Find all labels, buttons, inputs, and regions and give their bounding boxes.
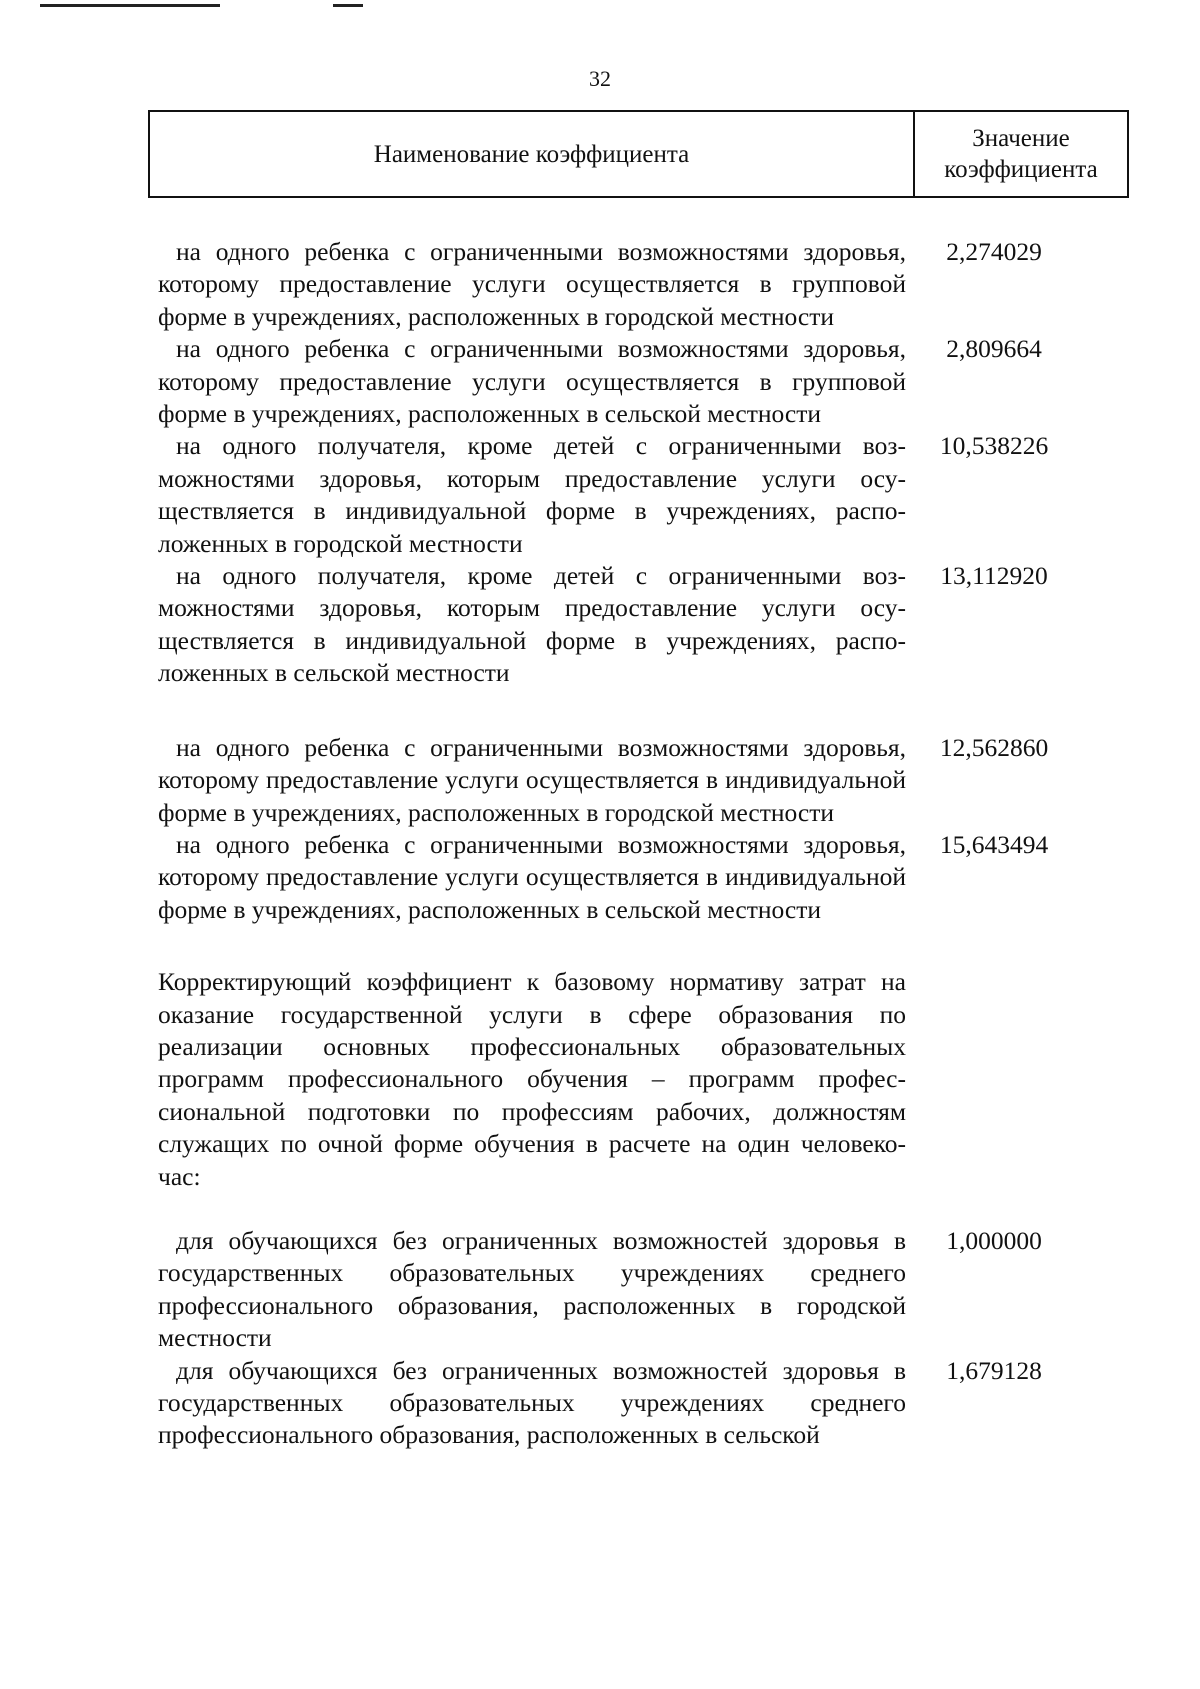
table-row xyxy=(158,1225,1064,1355)
coefficient-value: 2,274029 xyxy=(946,237,1042,266)
header-value-column xyxy=(915,112,1127,196)
coefficient-value: 12,562860 xyxy=(939,732,1049,762)
coefficient-value: 13,112920 xyxy=(940,561,1048,591)
table-row xyxy=(158,732,1064,829)
spacer xyxy=(158,690,1064,732)
coefficient-value: 15,643494 xyxy=(939,829,1049,859)
coefficient-value: 10,538226 xyxy=(939,431,1049,461)
coefficient-description: для обучающихся без ограниченных возможностей здоровья в государственных образовательных учреждениях среднего профессионального образования, расположенных в городской местности xyxy=(158,1225,906,1353)
coefficient-value: 1,679128 xyxy=(946,1355,1042,1385)
coefficient-description: на одного ребенка с ограниченными возможностями здоровья, которому предоставление услуги осуществляется в индивидуальной форме в учреждениях, расположенных в сельской местности xyxy=(158,829,906,924)
coefficient-description: на одного ребенка с ограниченными возможностями здоровья, которому предоставление услуги осуществляется в групповой форме в учреждениях, расположенных в городской местности xyxy=(158,237,906,331)
table-row xyxy=(158,333,1064,430)
coefficient-value: 2,809664 xyxy=(946,334,1042,364)
coefficient-description: на одного получателя, кроме детей с ограниченными возможностями здоровья, которым предоставление услуги осуществляется в индивидуальной форме в учреждениях, расположенных в сельской местности xyxy=(158,561,906,688)
table-row xyxy=(158,560,1064,690)
scan-artifact-line xyxy=(333,4,363,7)
table-row xyxy=(158,829,1064,926)
coefficient-description: на одного получателя, кроме детей с ограниченными возможностями здоровья, которым предоставление услуги осуществляется в индивидуальной форме в учреждениях, расположенных в городской местности xyxy=(158,431,906,558)
coefficient-description: на одного ребенка с ограниченными возможностями здоровья, которому предоставление услуги осуществляется в групповой форме в учреждениях, расположенных в сельской местности xyxy=(158,334,906,429)
document-body xyxy=(158,236,1064,1452)
table-row xyxy=(158,1355,1064,1452)
spacer xyxy=(158,926,1064,966)
table-header xyxy=(148,110,1129,198)
header-value-label: Значение коэффициента xyxy=(944,125,1098,183)
section-heading: Корректирующий коэффициент к базовому нормативу затрат на оказание государственной услуги в сфере образования по реализации основных профессиональных образовательных программ профессионального обучения – программ профессиональной подготовки по профессиям рабочих, должностям служащих по очной форме обучения в расчете на один человеко-час: xyxy=(158,967,906,1191)
table-row xyxy=(158,430,1064,560)
coefficient-description: для обучающихся без ограниченных возможностей здоровья в государственных образовательных учреждениях среднего профессионального образования, расположенных в сельской xyxy=(158,1355,906,1450)
scan-artifact-line xyxy=(40,4,220,7)
page-number: 32 xyxy=(589,66,611,91)
table-row xyxy=(158,236,1064,333)
spacer xyxy=(158,1193,1064,1225)
coefficient-value: 1,000000 xyxy=(946,1225,1042,1255)
header-name-column: Наименование коэффициента xyxy=(150,112,915,196)
coefficient-description: на одного ребенка с ограниченными возможностями здоровья, которому предоставление услуги осуществляется в индивидуальной форме в учреждениях, расположенных в городской местности xyxy=(158,732,906,827)
